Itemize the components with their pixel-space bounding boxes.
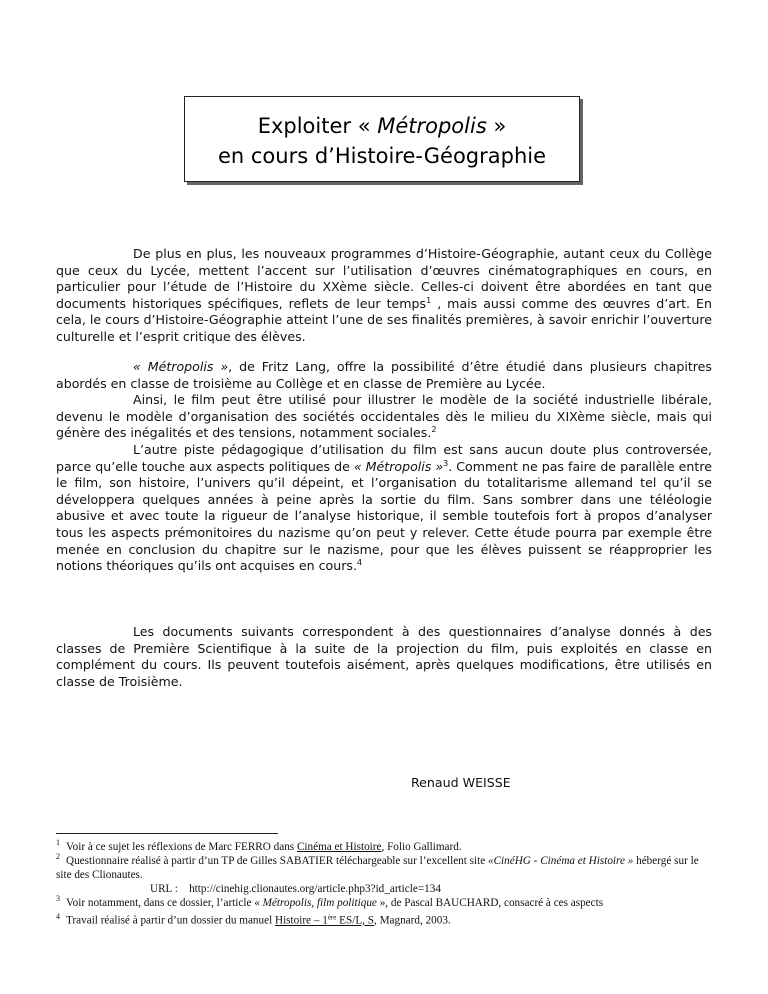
title-prefix: Exploiter « [257,114,378,138]
article-title: Métropolis, film politique [262,897,377,909]
documents-text: Les documents suivants correspondent à des questionnaires d’analyse donnés à des classes de Première Scientifique à la suite de la projection du film, puis exploités en classe en complément du cours. Ils peuvent toutefois aisément, après quelques modifications, être utilisés en classe de Troisième. [56,624,712,689]
footnote-text: Voir notamment, dans ce dossier, l’article « [66,897,263,909]
film-text-1: , de Fritz Lang, offre la possibilité d’être étudié dans plusieurs chapitres abordés en classe de troisième au Collège et en classe de Première au Lycée. [56,359,712,391]
intro-text-2: , mais aussi comme des œuvres d’art. En cela, le cours d’Histoire-Géographie atteint l’une de ses finalités premières, à savoir enrichir l’ouverture culturelle et l’esprit critique des élèves. [56,295,712,344]
footnote-number: 2 [56,852,60,862]
title-suffix: » [486,114,507,138]
book-title: Cinéma et Histoire [296,841,382,853]
url-label: URL : [150,883,178,895]
footnote-text: Voir à ce sujet les réflexions de Marc FERRO dans [66,841,297,853]
footnote-text: hébergé sur le site des Clionautes. [56,855,699,881]
footnote-number: 4 [56,912,60,921]
url-link[interactable]: http://cinehig.clionautes.org/article.php3?id_article=134 [189,883,441,895]
footnote-text: , Folio Gallimard. [381,841,462,853]
paragraph-film [56,359,712,575]
footnote-1 [56,840,716,854]
film-title-inline-2: « Métropolis » [353,458,444,474]
footnote-ref-2: 2 [431,425,437,435]
film-text-3a: L’autre piste pédagogique d’utilisation du film est sans aucun doute plus controversée, parce qu’elle touche aux aspects politiques de [56,441,712,474]
paragraph-documents [56,624,712,690]
footnote-number: 3 [56,894,60,904]
film-title-inline: « Métropolis » [133,359,229,374]
author-signature: Renaud WEISSE [411,775,511,790]
title-line-1 [185,111,579,141]
footnote-ref-1: 1 [426,295,432,305]
footnote-2-url [56,882,716,896]
footnote-ref-4: 4 [356,557,363,567]
book-title: Histoire – 1 [274,914,328,927]
footnote-text: Travail réalisé à partir d’un dossier du manuel [66,914,275,927]
title-film-name: Métropolis [377,114,487,138]
film-text-2: Ainsi, le film peut être utilisé pour illustrer le modèle de la société industrielle libérale, devenu le modèle d’organisation des sociétés occidentales dès le milieu du XIXème siècle, mais qui génère des inégalités et des tensions, notamment sociales. [56,392,712,441]
superscript: ère [327,913,337,921]
paragraph-intro [56,246,712,346]
footnote-3 [56,896,716,910]
title-box [184,96,580,182]
book-title: ES/L, S [336,914,374,927]
footnotes [56,840,716,928]
footnote-divider [56,833,278,834]
title-line-2: en cours d’Histoire-Géographie [217,144,547,168]
film-text-3b: . Comment ne pas faire de parallèle entre le film, son histoire, l’univers qu’il dépeint, et l’organisation du totalitarisme allemand tel qu’il se développera quelques années à peine après la sortie du film. Sans sombrer dans une téléologie abusive et avec toute la rigueur de l’analyse historique, il semble toutefois fort à propos d’analyser tous les aspects prémonitoires du nazisme qu’on peut y relever. Cette étude pourra par exemple être menée en conclusion du chapitre sur le nazisme, pour que les élèves puissent se réapproprier les notions théoriques qu’ils ont acquises en cours. [56,458,712,574]
intro-text-1: De plus en plus, les nouveaux programmes d’Histoire-Géographie, autant ceux du Collège que ceux du Lycée, mettent l’accent sur l’utilisation d’œuvres cinématographiques en cours, en particulier pour l’étude de l’Histoire du XXème siècle. Celles-ci doivent être abordées en tant que documents historiques spécifiques, reflets de leur temps [56,246,712,311]
footnote-text: », de Pascal BAUCHARD, consacré à ces aspects [376,897,604,909]
footnote-text: Questionnaire réalisé à partir d’un TP de Gilles SABATIER téléchargeable sur l’excellent site [66,855,488,867]
site-name: «CinéHG - Cinéma et Histoire » [488,855,634,867]
footnote-2 [56,854,716,882]
footnote-text: , Magnard, 2003. [373,914,451,927]
footnote-ref-3: 3 [443,458,449,468]
footnote-number: 1 [56,838,60,848]
footnote-4 [56,910,716,928]
